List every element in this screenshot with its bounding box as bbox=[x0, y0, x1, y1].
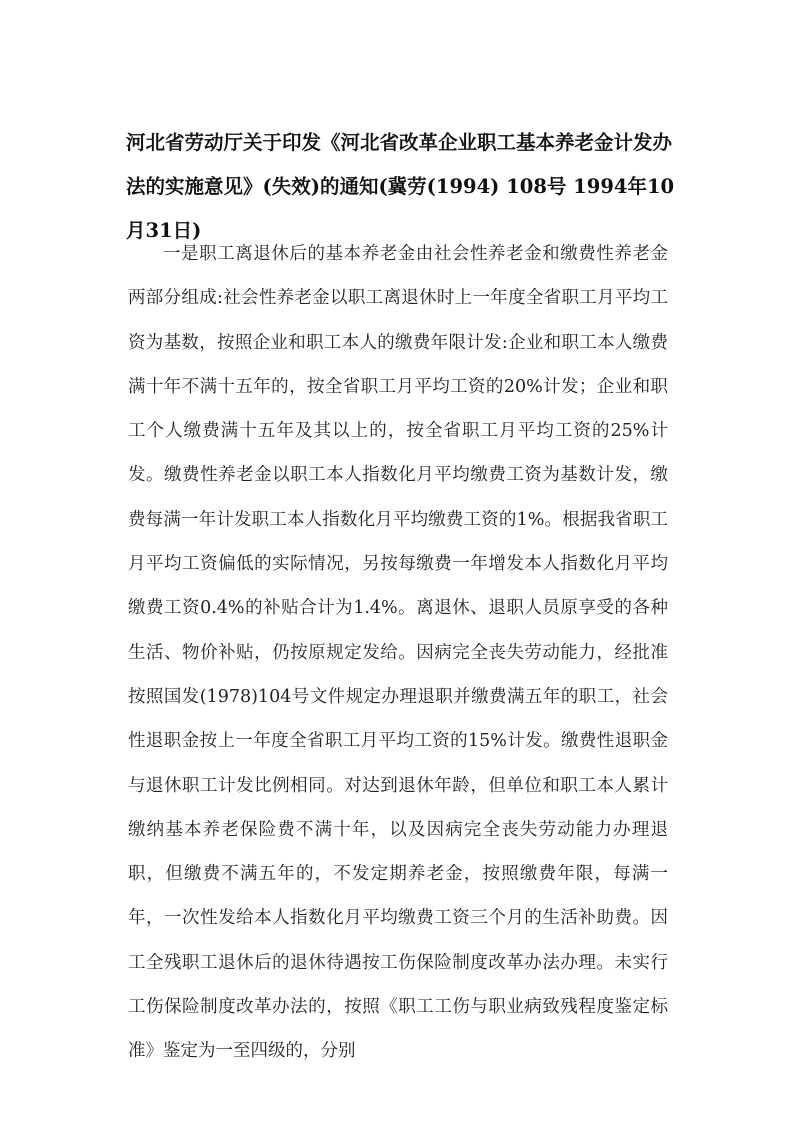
document-body-paragraph: 一是职工离退休后的基本养老金由社会性养老金和缴费性养老金两部分组成:社会性养老金以职工离退休时上一年度全省职工月平均工资为基数，按照企业和职工本人的缴费年限计发:企业和职工本人缴费满十年不满十五年的，按全省职工月平均工资的20%计发；企业和职工个人缴费满十五年及其以上的，按全省职工月平均工资的25%计发。缴费性养老金以职工本人指数化月平均缴费工资为基数计发，缴费每满一年计发职工本人指数化月平均缴费工资的1%。根据我省职工月平均工资偏低的实际情况，另按每缴费一年增发本人指数化月平均缴费工资0.4%的补贴合计为1.4%。离退休、退职人员原享受的各种生活、物价补贴，仍按原规定发给。因病完全丧失劳动能力，经批准按照国发(1978)104号文件规定办理退职并缴费满五年的职工，社会性退职金按上一年度全省职工月平均工资的15%计发。缴费性退职金与退休职工计发比例相同。对达到退休年龄，但单位和职工本人累计缴纳基本养老保险费不满十年，以及因病完全丧失劳动能力办理退职，但缴费不满五年的，不发定期养老金，按照缴费年限，每满一年，一次性发给本人指数化月平均缴费工资三个月的生活补助费。因工全残职工退休后的退休待遇按工伤保险制度改革办法办理。未实行工伤保险制度改革办法的，按照《职工工伤与职业病致残程度鉴定标准》鉴定为一至四级的，分别 bbox=[128, 244, 668, 1062]
document-title: 河北省劳动厅关于印发《河北省改革企业职工基本养老金计发办法的实施意见》(失效)的通知(冀劳(1994) 108号 1994年10月31日) bbox=[126, 131, 675, 242]
